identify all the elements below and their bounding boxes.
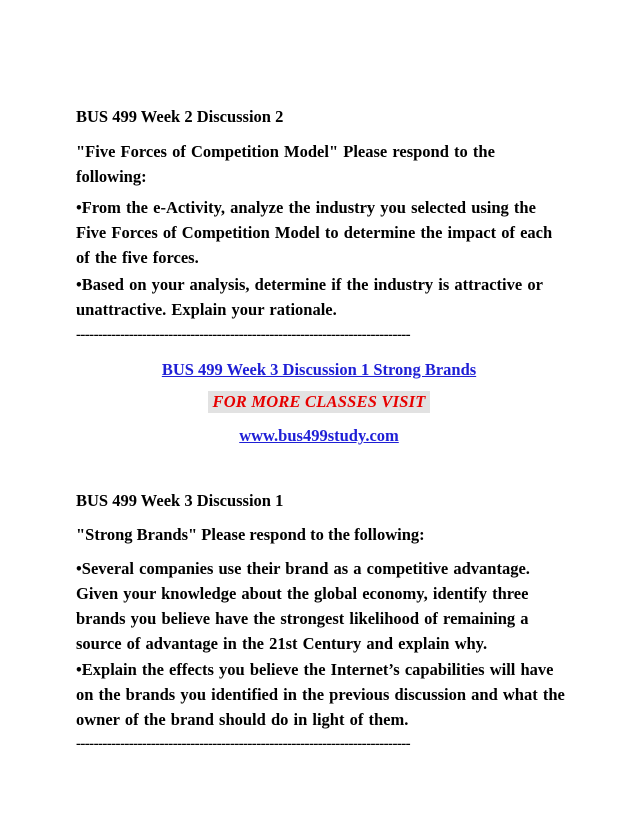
promo-banner-container [0, 391, 638, 413]
section1-bullet-2: •Based on your analysis, determine if the industry is attractive or unattractive. Explain your rationale. [76, 275, 543, 319]
website-link-container [0, 424, 638, 448]
section1-prompt: "Five Forces of Competition Model" Please respond to the following: [76, 142, 495, 186]
promo-link-container [0, 358, 638, 382]
website-link[interactable]: www.bus499study.com [239, 426, 399, 445]
section2-heading: BUS 499 Week 3 Discussion 1 [76, 491, 284, 510]
section1-bullet-1: •From the e-Activity, analyze the industry you selected using the Five Forces of Competition Model to determine the impact of each of the five forces. [76, 198, 553, 267]
promo-banner: FOR MORE CLASSES VISIT [208, 391, 429, 413]
section2-divider: ---------------------------------------------------------------------------- [76, 736, 411, 752]
section2-bullet-2: •Explain the effects you believe the Internet’s capabilities will have on the brands you identified in the previous discussion and what the owner of the brand should do in light of them. [76, 660, 565, 729]
section2-prompt: "Strong Brands" Please respond to the following: [76, 525, 425, 544]
section1-heading: BUS 499 Week 2 Discussion 2 [76, 107, 284, 126]
section2-bullet-1: •Several companies use their brand as a competitive advantage. Given your knowledge about the global economy, identify three brands you believe have the strongest likelihood of remaining a source of advantage in the 21st Century and explain why. [76, 559, 530, 653]
section1-divider: ---------------------------------------------------------------------------- [76, 327, 411, 343]
course-title-link[interactable]: BUS 499 Week 3 Discussion 1 Strong Brands [161, 360, 477, 379]
